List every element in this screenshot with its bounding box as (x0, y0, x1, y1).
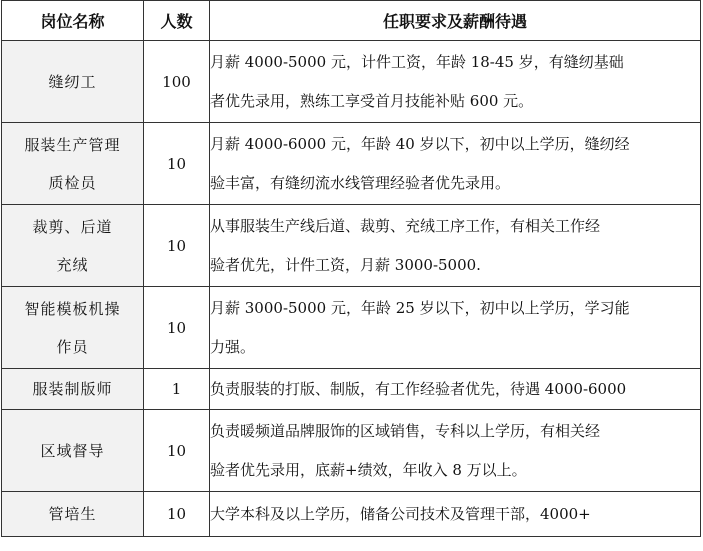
requirements-line: 验者优先，计件工资，月薪 3000-5000. (210, 255, 481, 274)
position-line: 缝纫工 (48, 72, 97, 91)
requirements-line: 验者优先录用，底薪+绩效，年收入 8 万以上。 (210, 460, 527, 479)
position-cell (2, 492, 144, 537)
requirements-line: 力强。 (210, 337, 256, 356)
position-line: 裁剪、后道 (32, 217, 113, 236)
table-row (2, 205, 701, 287)
table-row (2, 369, 701, 410)
requirements-line: 月薪 3000-5000 元，年龄 25 岁以下，初中以上学历，学习能 (210, 298, 630, 317)
table-row (2, 410, 701, 492)
position-line: 质检员 (48, 173, 97, 192)
table-header-row (2, 1, 701, 41)
header-count: 人数 (144, 1, 210, 41)
position-line: 作员 (56, 337, 89, 356)
requirements-line: 月薪 4000-6000 元，年龄 40 岁以下，初中以上学历，缝纫经 (210, 134, 630, 153)
position-cell (2, 41, 144, 123)
header-requirements: 任职要求及薪酬待遇 (210, 1, 701, 41)
position-cell (2, 410, 144, 492)
table-row (2, 492, 701, 537)
requirements-line: 大学本科及以上学历，储备公司技术及管理干部，4000+ (210, 504, 591, 523)
requirements-cell (210, 492, 701, 537)
requirements-cell (210, 287, 701, 369)
requirements-cell (210, 410, 701, 492)
count-cell: 100 (144, 41, 210, 123)
position-cell (2, 205, 144, 287)
position-line: 智能模板机操 (24, 299, 121, 318)
position-line: 服装生产管理 (24, 135, 121, 154)
count-cell: 10 (144, 410, 210, 492)
header-position: 岗位名称 (2, 1, 144, 41)
requirements-cell (210, 205, 701, 287)
position-cell (2, 287, 144, 369)
requirements-cell (210, 41, 701, 123)
requirements-line: 月薪 4000-5000 元，计件工资，年龄 18-45 岁，有缝纫基础 (210, 52, 624, 71)
position-line: 服装制版师 (32, 380, 113, 398)
requirements-cell (210, 369, 701, 410)
count-cell: 10 (144, 287, 210, 369)
requirements-line: 负责服装的打版、制版，有工作经验者优先，待遇 4000-6000 (210, 379, 627, 398)
count-cell: 10 (144, 492, 210, 537)
job-table (1, 0, 701, 537)
table-row (2, 287, 701, 369)
requirements-line: 负责暖频道品牌服饰的区域销售，专科以上学历，有相关经 (210, 421, 601, 440)
position-line: 充绒 (56, 255, 89, 274)
position-line: 管培生 (48, 505, 97, 523)
table-row (2, 41, 701, 123)
requirements-line: 从事服装生产线后道、裁剪、充绒工序工作，有相关工作经 (210, 216, 601, 235)
table-row (2, 123, 701, 205)
requirements-line: 者优先录用，熟练工享受首月技能补贴 600 元。 (210, 91, 534, 110)
requirements-cell (210, 123, 701, 205)
position-cell (2, 123, 144, 205)
count-cell: 10 (144, 205, 210, 287)
position-cell (2, 369, 144, 410)
count-cell: 10 (144, 123, 210, 205)
requirements-line: 验丰富，有缝纫流水线管理经验者优先录用。 (210, 173, 511, 192)
position-line: 区域督导 (40, 441, 105, 460)
count-cell: 1 (144, 369, 210, 410)
